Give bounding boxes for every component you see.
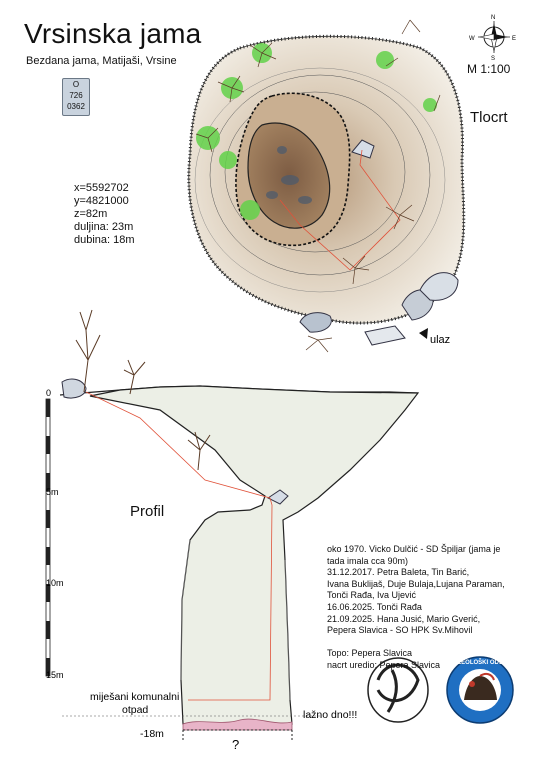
false-bottom-label: lažno dno!!! xyxy=(303,709,358,721)
map-scale: M 1:100 xyxy=(467,62,511,76)
topo-credit: Topo: Pepera Slavica xyxy=(327,648,413,659)
logo-text: SPELEOLOŠKI ODSJEK xyxy=(445,660,515,666)
cadastre-symbol: O xyxy=(72,80,80,89)
cadastre-number-1: 726 xyxy=(69,91,83,100)
credits-block xyxy=(327,544,532,672)
plan-view xyxy=(189,20,464,352)
coord-x: x=5592702 xyxy=(74,182,129,194)
depth-bottom-label: -18m xyxy=(140,728,164,740)
cadastre-number-2: 0362 xyxy=(67,102,85,111)
credit-line: Tonči Rađa, Iva Ujević xyxy=(327,590,417,601)
coord-z: z=82m xyxy=(74,208,108,220)
cave-depth: dubina: 18m xyxy=(74,234,135,246)
compass-s: S xyxy=(491,56,496,62)
scale-5m: 5m xyxy=(46,487,59,497)
credit-line: tada imala cca 90m) xyxy=(327,555,409,566)
entrance-label: ulaz xyxy=(430,334,451,346)
credit-line xyxy=(327,637,532,649)
coord-y: y=4821000 xyxy=(74,195,129,207)
scale-15m: 15m xyxy=(46,670,64,680)
depth-scale xyxy=(46,399,50,676)
credit-line: oko 1970. Vicko Dulčić - SD Špiljar (jama je xyxy=(327,544,501,554)
waste-label-2: otpad xyxy=(122,704,149,716)
credit-line: Pepera Slavica - SO HPK Sv.Mihovil xyxy=(327,625,473,636)
credit-line: 31.12.2017. Petra Baleta, Tin Barić, xyxy=(327,567,470,578)
credit-line: 21.09.2025. Hana Jusić, Mario Gverić, xyxy=(327,613,481,624)
compass-icon xyxy=(469,15,516,62)
compass-n: N xyxy=(491,15,496,21)
credit-line: 16.06.2025. Tonči Rađa xyxy=(327,601,422,612)
profile-view xyxy=(60,310,418,742)
plan-label: Tlocrt xyxy=(470,109,508,126)
unknown-continuation: ? xyxy=(232,737,240,752)
compass-w: W xyxy=(469,36,475,42)
waste-label-1: miješani komunalni xyxy=(90,691,180,703)
map-title: Vrsinska jama xyxy=(24,18,202,49)
scale-0: 0 xyxy=(46,388,52,398)
compass-e: E xyxy=(512,36,517,42)
drawing-credit: nacrt uredio: Pepera Slavica xyxy=(327,659,441,670)
scale-10m: 10m xyxy=(46,578,64,588)
cave-length: duljina: 23m xyxy=(74,221,134,233)
credit-line: Ivana Buklijaš, Duje Bulaja,Lujana Paraman, xyxy=(327,578,505,589)
profile-label: Profil xyxy=(130,503,165,520)
map-subtitle: Bezdana jama, Matijaši, Vrsine xyxy=(26,55,177,67)
